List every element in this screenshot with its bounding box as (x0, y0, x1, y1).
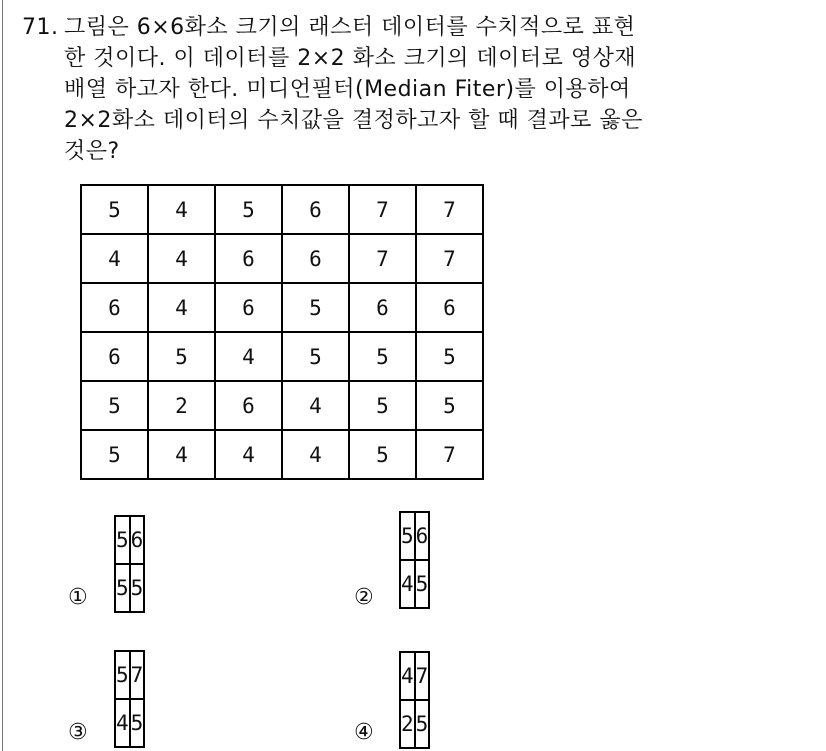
raster-cell: 6 (215, 381, 282, 430)
option-cell: 5 (415, 560, 430, 608)
option-marker-2: ② (354, 585, 374, 610)
table-row (81, 430, 483, 479)
option-cell: 5 (115, 564, 130, 612)
option-marker-1: ① (68, 585, 88, 610)
option-cell: 7 (130, 651, 145, 699)
option-cell: 5 (115, 651, 130, 699)
option-cell: 5 (400, 512, 415, 560)
option-1-grid (114, 515, 145, 613)
raster-grid-6x6 (80, 184, 484, 480)
raster-cell: 7 (416, 430, 483, 479)
option-cell: 7 (415, 652, 430, 700)
raster-cell: 5 (282, 332, 349, 381)
option-cell: 6 (130, 516, 145, 564)
table-row (400, 652, 429, 700)
table-row (81, 332, 483, 381)
option-cell: 4 (115, 699, 130, 747)
raster-cell: 5 (349, 430, 416, 479)
question-line-3: 배열 하고자 한다. 미디언필터(Median Fiter)를 이용하여 (64, 77, 631, 102)
option-3-grid (114, 650, 145, 748)
raster-cell: 5 (349, 332, 416, 381)
option-cell: 4 (400, 560, 415, 608)
option-cell: 5 (115, 516, 130, 564)
option-cell: 6 (415, 512, 430, 560)
table-row (81, 381, 483, 430)
raster-cell: 6 (416, 283, 483, 332)
option-cell: 5 (130, 699, 145, 747)
table-row (400, 560, 429, 608)
option-cell: 4 (400, 652, 415, 700)
raster-cell: 5 (416, 381, 483, 430)
question-number: 71. (22, 15, 59, 40)
raster-cell: 7 (416, 234, 483, 283)
question-line-1: 71. 그림은 6×6화소 크기의 래스터 데이터를 수치적으로 표현 (22, 12, 802, 43)
raster-cell: 5 (349, 381, 416, 430)
question-line-4: 2×2화소 데이터의 수치값을 결정하고자 할 때 결과로 옳은 (64, 108, 643, 133)
question-line-5: 것은? (64, 139, 120, 164)
option-marker-4: ④ (354, 720, 374, 745)
raster-cell: 5 (148, 332, 215, 381)
option-cell: 5 (415, 700, 430, 748)
raster-cell: 5 (282, 283, 349, 332)
raster-cell: 4 (282, 381, 349, 430)
raster-cell: 4 (215, 430, 282, 479)
raster-cell: 4 (148, 430, 215, 479)
raster-cell: 4 (81, 234, 148, 283)
raster-cell: 5 (81, 430, 148, 479)
raster-cell: 4 (148, 283, 215, 332)
raster-cell: 5 (416, 332, 483, 381)
option-4-grid (399, 651, 430, 749)
table-row (400, 700, 429, 748)
raster-cell: 5 (215, 185, 282, 234)
table-row (115, 516, 144, 564)
table-row (400, 512, 429, 560)
raster-cell: 6 (215, 283, 282, 332)
raster-cell: 6 (282, 185, 349, 234)
raster-cell: 6 (349, 283, 416, 332)
table-row (81, 185, 483, 234)
raster-cell: 4 (148, 185, 215, 234)
raster-cell: 7 (349, 234, 416, 283)
table-row (81, 283, 483, 332)
raster-cell: 4 (148, 234, 215, 283)
question-line-2: 한 것이다. 이 데이터를 2×2 화소 크기의 데이터로 영상재 (64, 46, 637, 71)
raster-cell: 6 (215, 234, 282, 283)
raster-cell: 6 (81, 332, 148, 381)
raster-cell: 7 (416, 185, 483, 234)
option-cell: 5 (130, 564, 145, 612)
page-left-border (2, 0, 3, 751)
option-2-grid (399, 511, 430, 609)
question-text (22, 12, 802, 167)
raster-cell: 4 (215, 332, 282, 381)
raster-cell: 5 (81, 381, 148, 430)
raster-cell: 4 (282, 430, 349, 479)
raster-cell: 5 (81, 185, 148, 234)
raster-cell: 2 (148, 381, 215, 430)
table-row (115, 564, 144, 612)
option-marker-3: ③ (68, 720, 88, 745)
table-row (115, 699, 144, 747)
option-cell: 2 (400, 700, 415, 748)
table-row (115, 651, 144, 699)
raster-cell: 6 (81, 283, 148, 332)
raster-cell: 6 (282, 234, 349, 283)
raster-cell: 7 (349, 185, 416, 234)
table-row (81, 234, 483, 283)
